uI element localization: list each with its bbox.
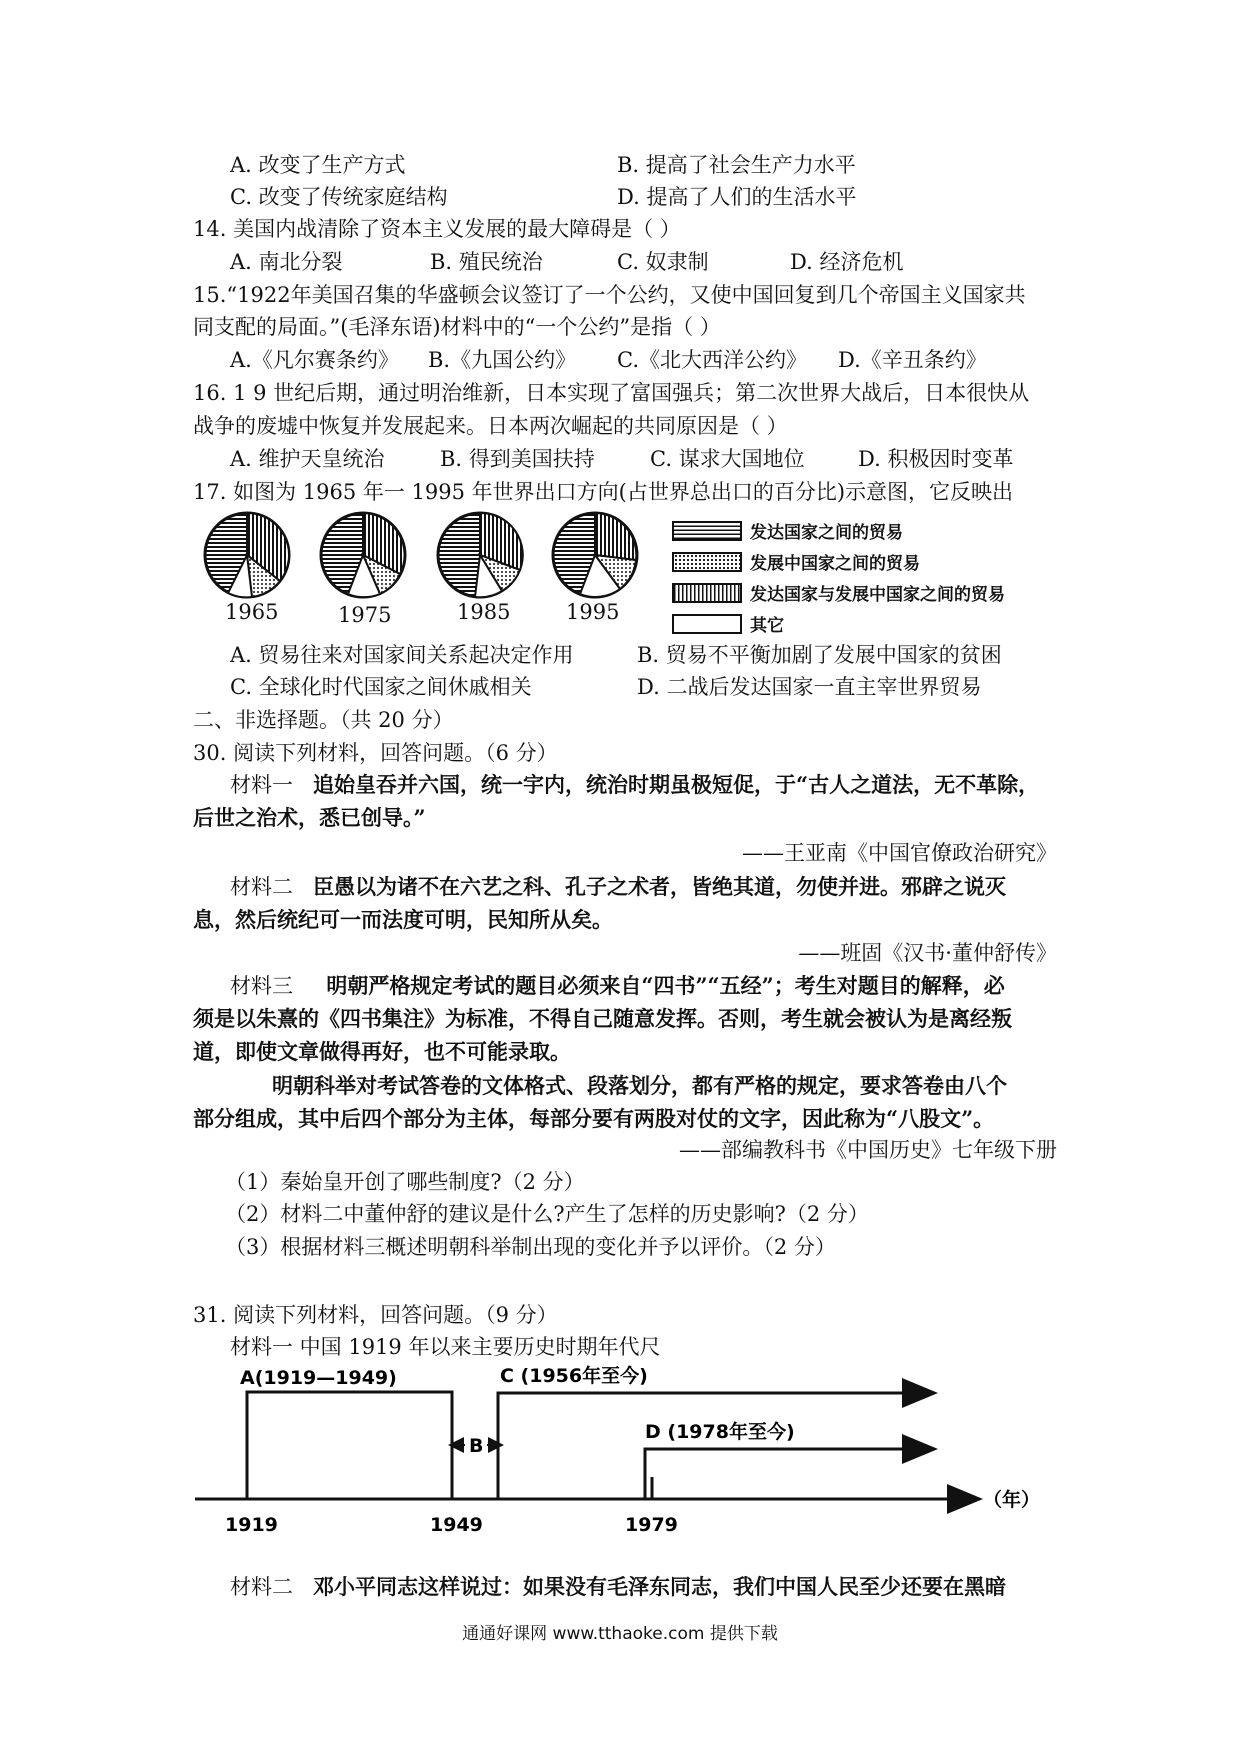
q30-material-2	[230, 872, 1006, 902]
period-d-line	[645, 1449, 935, 1499]
q30-sub-3: （3）根据材料三概述明朝科举制出现的变化并予以评价。（2 分）	[225, 1235, 836, 1259]
tick-1979: 1979	[625, 1514, 678, 1536]
pie-1965	[205, 513, 289, 597]
q14-option-a: A. 南北分裂	[230, 250, 343, 274]
page-footer: 通通好课网 www.tthaoke.com 提供下载	[462, 1624, 778, 1644]
q13-option-b: B. 提高了社会生产力水平	[617, 153, 856, 177]
q30-material-1	[230, 770, 1039, 800]
q30-material-1-source: ——王亚南《中国官僚政治研究》	[742, 841, 1057, 865]
pie-1985	[438, 513, 523, 597]
legend-label: 发展中国家之间的贸易	[750, 554, 920, 574]
section-2-title: 二、非选择题。（共 20 分）	[193, 708, 454, 732]
period-b-label: B	[469, 1435, 484, 1457]
q16-option-b: B. 得到美国扶持	[440, 447, 595, 471]
q16-option-a: A. 维护天皇统治	[230, 447, 385, 471]
q30-material-1-line2: 后世之治术，悉已创导。”	[193, 805, 426, 830]
period-a-label: A(1919—1949)	[240, 1367, 397, 1389]
q16-option-c: C. 谋求大国地位	[650, 447, 805, 471]
timeline-diagram	[190, 1360, 1041, 1540]
material-label: 材料三	[230, 974, 293, 998]
q31-stem: 31. 阅读下列材料，回答问题。（9 分）	[193, 1303, 558, 1327]
legend-mixed-trade	[672, 580, 1005, 605]
legend-label: 发达国家之间的贸易	[750, 523, 903, 543]
q30-material-3-line4: 明朝科举对考试答卷的文体格式、段落划分，都有严格的规定，要求答卷由八个	[272, 1073, 1007, 1098]
q17-stem: 17. 如图为 1965 年一 1995 年世界出口方向(占世界总出口的百分比)示意图，它反映出	[193, 480, 1014, 504]
q17-option-a: A. 贸易往来对国家间关系起决定作用	[230, 643, 574, 667]
pie-year-1995: 1995	[566, 600, 620, 624]
q14-option-c: C. 奴隶制	[617, 250, 709, 274]
q30-material-3-line5: 部分组成，其中后四个部分为主体，每部分要有两股对仗的文字，因此称为“八股文”。	[193, 1106, 995, 1131]
q15-stem-line2: 同支配的局面。”(毛泽东语)材料中的“一个公约”是指（ ）	[193, 315, 721, 339]
q15-option-c: C.《北大西洋公约》	[617, 348, 807, 372]
q14-stem: 14. 美国内战清除了资本主义发展的最大障碍是（ ）	[193, 217, 681, 241]
material-text: 邓小平同志这样说过：如果没有毛泽东同志，我们中国人民至少还要在黑暗	[313, 1574, 1007, 1599]
material-text: 臣愚以为诸不在六艺之科、孔子之术者，皆绝其道，勿使并进。邪辟之说灭	[313, 874, 1007, 899]
legend-swatch-vertical	[672, 583, 742, 603]
q13-option-d: D. 提高了人们的生活水平	[617, 185, 857, 209]
period-c-label: C (1956年至今)	[500, 1365, 648, 1387]
legend-swatch-empty	[672, 614, 742, 634]
q16-option-d: D. 积极因时变革	[858, 447, 1014, 471]
q31-material-2	[230, 1572, 1006, 1602]
q30-stem: 30. 阅读下列材料，回答问题。（6 分）	[193, 741, 558, 765]
q15-stem-line1: 15.“1922年美国召集的华盛顿会议签订了一个公约，又使中国回复到几个帝国主义国家共	[193, 283, 1026, 307]
q15-option-a: A.《凡尔赛条约》	[230, 348, 399, 372]
q17-option-b: B. 贸易不平衡加剧了发展中国家的贫困	[637, 643, 1002, 667]
q14-option-d: D. 经济危机	[790, 250, 904, 274]
q30-sub-1: （1）秦始皇开创了哪些制度?（2 分）	[225, 1170, 585, 1194]
q17-option-d: D. 二战后发达国家一直主宰世界贸易	[637, 675, 982, 699]
q16-stem-line1: 16. 1 9 世纪后期，通过明治维新，日本实现了富国强兵；第二次世界大战后，日本很快从	[193, 381, 1030, 405]
q31-material-1: 材料一 中国 1919 年以来主要历史时期年代尺	[230, 1335, 661, 1359]
period-a-box	[247, 1392, 452, 1499]
q30-sub-2: （2）材料二中董仲舒的建议是什么?产生了怎样的历史影响?（2 分）	[225, 1202, 869, 1226]
pie-year-1985: 1985	[457, 600, 511, 624]
period-d-label: D (1978年至今)	[645, 1421, 795, 1443]
pie-1995	[553, 513, 637, 597]
legend-other	[672, 611, 784, 636]
q17-option-c: C. 全球化时代国家之间休戚相关	[230, 675, 532, 699]
q14-option-b: B. 殖民统治	[430, 250, 543, 274]
legend-label: 发达国家与发展中国家之间的贸易	[750, 585, 1005, 605]
q30-material-3-source: ——部编教科书《中国历史》七年级下册	[679, 1138, 1057, 1162]
q15-option-b: B.《九国公约》	[428, 348, 577, 372]
tick-1949: 1949	[430, 1514, 483, 1536]
q30-material-2-line2: 息，然后统纪可一而法度可明，民知所从矣。	[193, 907, 613, 932]
q30-material-3-line2: 须是以朱熹的《四书集注》为标准，不得自己随意发挥。否则，考生就会被认为是离经叛	[193, 1006, 1012, 1031]
legend-label: 其它	[750, 616, 784, 636]
legend-developed-trade	[672, 518, 903, 543]
material-label: 材料二	[230, 1575, 293, 1599]
legend-developing-trade	[672, 549, 920, 574]
legend-swatch-horizontal	[672, 521, 742, 541]
legend-swatch-dotted	[672, 552, 742, 572]
q30-material-3	[230, 971, 1005, 1001]
pie-year-1965: 1965	[225, 600, 279, 624]
q15-option-d: D.《辛丑条约》	[838, 348, 987, 372]
material-text: 明朝严格规定考试的题目必须来自“四书”“五经”；考生对题目的解释，必	[326, 973, 1005, 998]
material-text: 追始皇吞并六国，统一宇内，统治时期虽极短促，于“古人之道法，无不革除，	[313, 772, 1040, 797]
material-label: 材料二	[230, 875, 293, 899]
q13-option-c: C. 改变了传统家庭结构	[230, 185, 448, 209]
q13-option-a: A. 改变了生产方式	[230, 153, 406, 177]
material-label: 材料一	[230, 773, 293, 797]
pie-1975	[321, 513, 405, 597]
q16-stem-line2: 战争的废墟中恢复并发展起来。日本两次崛起的共同原因是（ ）	[193, 414, 788, 438]
axis-unit: （年）	[983, 1489, 1041, 1511]
pie-year-1975: 1975	[338, 603, 392, 627]
tick-1919: 1919	[225, 1514, 278, 1536]
q30-material-3-line3: 道，即使文章做得再好，也不可能录取。	[193, 1039, 571, 1064]
q30-material-2-source: ——班固《汉书·董仲舒传》	[798, 941, 1057, 965]
period-c-line	[498, 1393, 935, 1499]
